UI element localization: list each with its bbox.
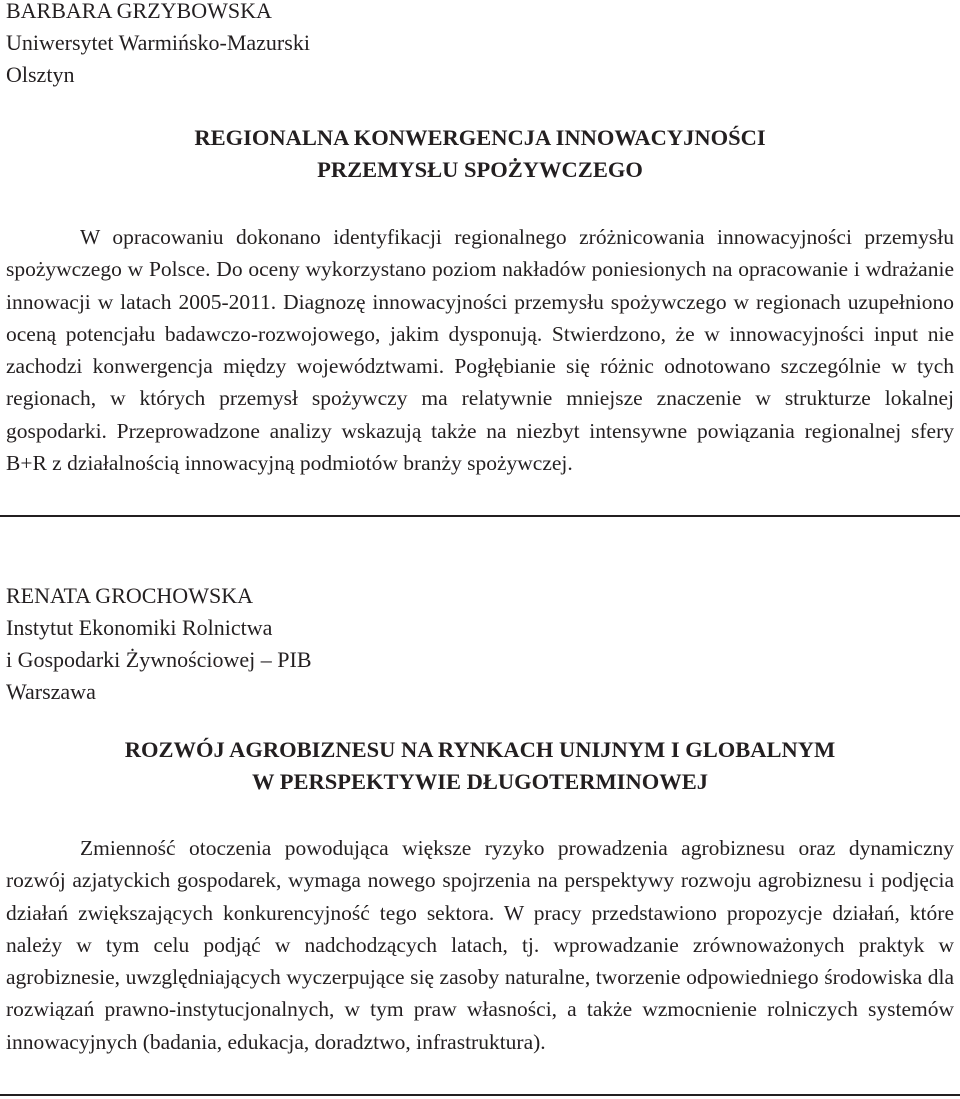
- article1-title-line-2: PRZEMYSŁU SPOŻYWCZEGO: [317, 157, 643, 182]
- article1-affiliation-line-1: Uniwersytet Warmińsko-Mazurski: [6, 30, 310, 55]
- article1-author-block: [6, 0, 310, 91]
- article-separator-rule: [0, 515, 960, 517]
- article2-affiliation-line-3: Warszawa: [6, 679, 96, 704]
- article2-author-name: RENATA GROCHOWSKA: [6, 583, 253, 608]
- article2-title-line-2: W PERSPEKTYWIE DŁUGOTERMINOWEJ: [252, 769, 708, 794]
- article2-affiliation-line-1: Instytut Ekonomiki Rolnictwa: [6, 615, 273, 640]
- article1-affiliation-line-2: Olsztyn: [6, 62, 75, 87]
- bottom-rule: [0, 1094, 960, 1096]
- article1-title-line-1: REGIONALNA KONWERGENCJA INNOWACYJNOŚCI: [194, 125, 766, 150]
- article2-abstract: Zmienność otoczenia powodująca większe ryzyko prowadzenia agrobiznesu oraz dynamiczny rozwój azjatyckich gospodarek, wymaga nowego spojrzenia na perspektywy rozwoju agrobiznesu i podjęcia działań zwiększających konkurencyjność tego sektora. W pracy przedstawiono propozycje działań, które należy w tym celu podjąć w nadchodzących latach, tj. wprowadzanie zrównoważonych praktyk w agrobiznesie, uwzględniających wyczerpujące się zasoby naturalne, tworzenie odpowiedniego środowiska dla rozwiązań prawno-instytucjonalnych, w tym praw własności, a także wzmocnienie rolniczych systemów innowacyjnych (badania, edukacja, doradztwo, infrastruktura).: [6, 836, 954, 1054]
- article2-title-line-1: ROZWÓJ AGROBIZNESU NA RYNKACH UNIJNYM I GLOBALNYM: [124, 737, 836, 762]
- article1-title: [0, 122, 960, 186]
- article1-abstract: W opracowaniu dokonano identyfikacji regionalnego zróżnicowania innowacyjności przemysłu spożywczego w Polsce. Do oceny wykorzystano poziom nakładów poniesionych na opracowanie i wdrażanie innowacji w latach 2005-2011. Diagnozę innowacyjności przemysłu spożywczego w regionach uzupełniono oceną potencjału badawczo-rozwojowego, jakim dysponują. Stwierdzono, że w innowacyjności input nie zachodzi konwergencja między województwami. Pogłębianie się różnic odnotowano szczególnie w tych regionach, w których przemysł spożywczy ma relatywnie mniejsze znaczenie w strukturze lokalnej gospodarki. Przeprowadzone analizy wskazują także na niezbyt intensywne powiązania regionalnej sfery B+R z działalnością innowacyjną podmiotów branży spożywczej.: [6, 225, 954, 476]
- article1-author-name: BARBARA GRZYBOWSKA: [6, 0, 272, 23]
- article2-author-block: [6, 580, 312, 708]
- article2-title: [0, 734, 960, 798]
- article2-affiliation-line-2: i Gospodarki Żywnościowej – PIB: [6, 647, 312, 672]
